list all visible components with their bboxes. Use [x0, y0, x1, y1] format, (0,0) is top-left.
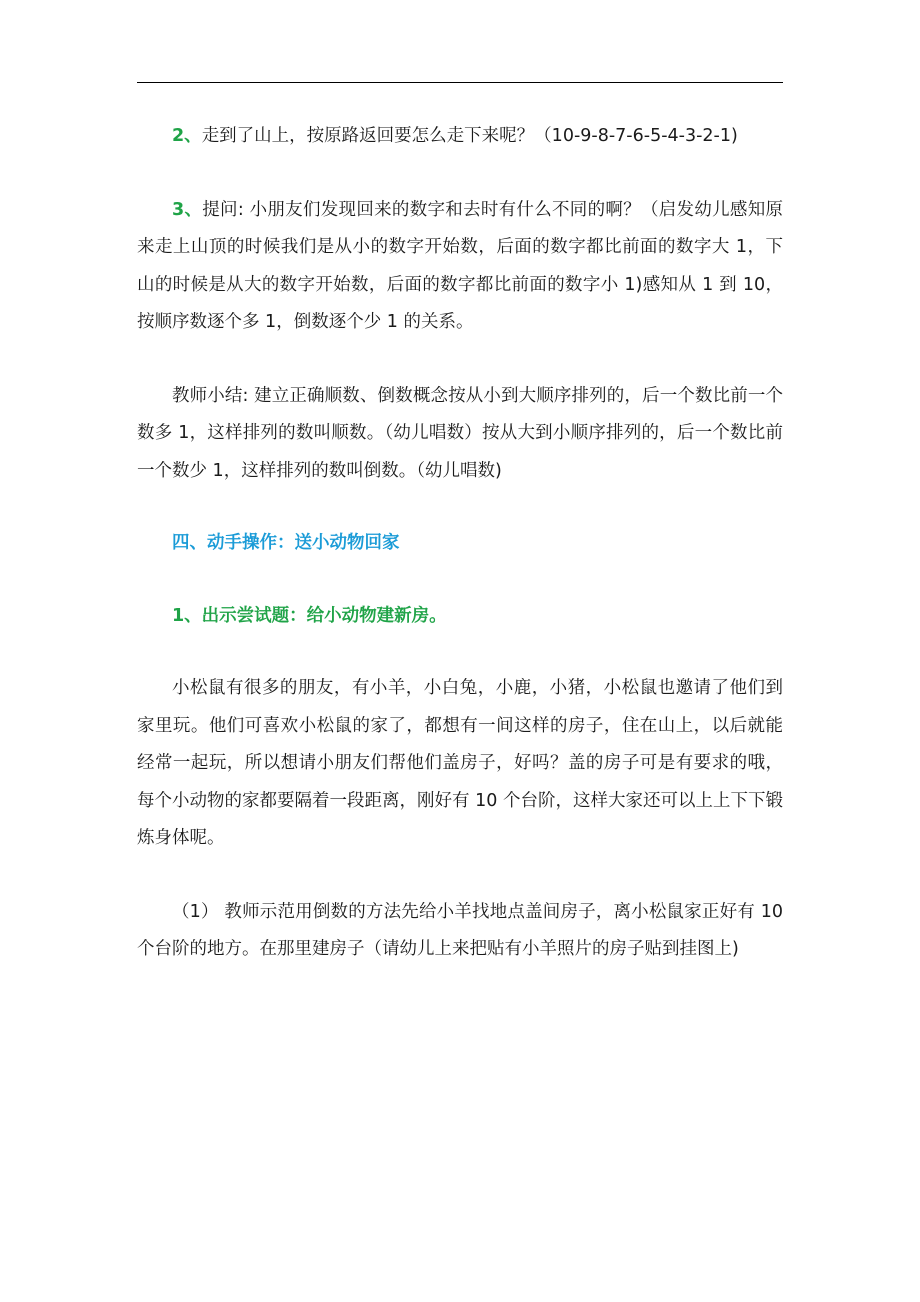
section-heading: 四、动手操作：送小动物回家: [172, 533, 400, 553]
subsection-heading: 1、出示尝试题：给小动物建新房。: [172, 605, 447, 626]
paragraph-step-3: [137, 192, 783, 342]
header-rule: [137, 82, 783, 83]
paragraph-text: 提问: 小朋友们发现回来的数字和去时有什么不同的啊？（启发幼儿感知原来走上山顶的时候我们是从小的数字开始数，后面的数字都比前面的数字大 1，下山的时候是从大的数字开始数，后面的数字都比前面的数字小 1)感知从 1 到 10，按顺序数逐个多 1，倒数逐个少 1 的关系。: [137, 199, 783, 332]
step-number: 3、: [172, 199, 203, 220]
step-number: 2、: [172, 126, 202, 146]
document-body: [137, 118, 783, 969]
activity-item-1: （1） 教师示范用倒数的方法先给小羊找地点盖间房子，离小松鼠家正好有 10 个台阶的地方。在那里建房子（请幼儿上来把贴有小羊照片的房子贴到挂图上): [137, 901, 783, 959]
paragraph-step-2: [137, 118, 783, 156]
teacher-summary: 教师小结: 建立正确顺数、倒数概念按从小到大顺序排列的，后一个数比前一个数多 1，这样排列的数叫顺数。（幼儿唱数）按从大到小顺序排列的，后一个数比前一个数少 1，这样排列的数叫倒数。（幼儿唱数): [137, 385, 783, 481]
story-paragraph: 小松鼠有很多的朋友，有小羊，小白兔，小鹿，小猪，小松鼠也邀请了他们到家里玩。他们可喜欢小松鼠的家了，都想有一间这样的房子，住在山上，以后就能经常一起玩，所以想请小朋友们帮他们盖房子，好吗？盖的房子可是有要求的哦，每个小动物的家都要隔着一段距离，刚好有 10 个台阶，这样大家还可以上上下下锻炼身体呢。: [137, 678, 783, 848]
paragraph-text: 走到了山上，按原路返回要怎么走下来呢？（10-9-8-7-6-5-4-3-2-1): [201, 126, 738, 146]
